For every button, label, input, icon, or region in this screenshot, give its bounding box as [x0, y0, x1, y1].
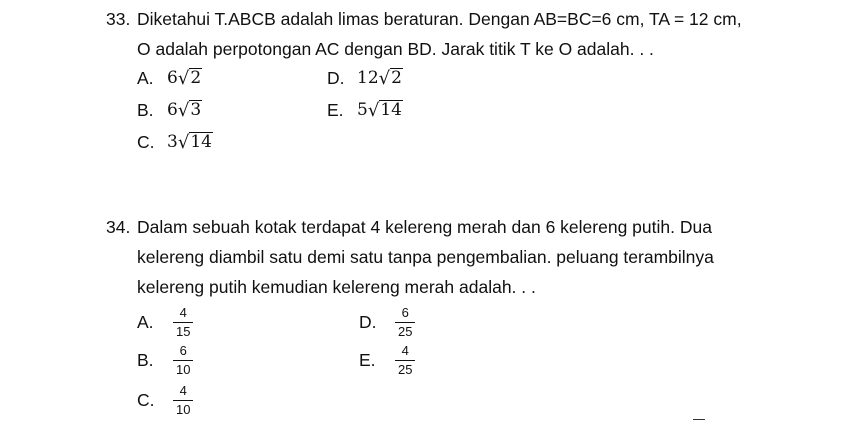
- option-letter: E.: [327, 100, 344, 120]
- sqrt-symbol: √ 14: [367, 99, 402, 122]
- question-text: kelereng diambil satu demi satu tanpa pengembalian. peluang terambilnya: [137, 247, 714, 267]
- option-c[interactable]: [137, 382, 193, 418]
- option-letter: B.: [137, 100, 154, 120]
- question-text: kelereng putih kemudian kelereng merah adalah. . .: [137, 277, 536, 297]
- option-letter: C.: [137, 390, 155, 410]
- option-letter: A.: [137, 68, 154, 88]
- question-33-line-2: [106, 34, 786, 64]
- option-b[interactable]: [137, 94, 202, 126]
- option-fraction: $\frac{4}{10}$: [173, 383, 193, 417]
- option-letter: D.: [359, 312, 377, 332]
- option-value: 5 √ 14: [357, 99, 402, 122]
- sqrt-symbol: √ 2: [177, 67, 202, 90]
- option-fraction: $\frac{4}{25}$: [395, 343, 415, 377]
- option-letter: D.: [327, 68, 345, 88]
- sqrt-symbol: √ 2: [378, 67, 402, 90]
- option-d[interactable]: [359, 304, 415, 340]
- sqrt-symbol: √ 3: [177, 99, 202, 122]
- question-text: Diketahui T.ABCB adalah limas beraturan. Dengan AB=BC=6 cm, TA = 12 cm,: [137, 9, 742, 29]
- question-34-line-3: [106, 272, 786, 302]
- option-letter: A.: [137, 312, 154, 332]
- option-a[interactable]: [137, 304, 193, 340]
- option-letter: B.: [137, 350, 154, 370]
- option-value: 6 √ 2: [167, 67, 202, 90]
- question-number: 33.: [106, 9, 131, 29]
- option-letter: C.: [137, 132, 155, 152]
- sqrt-symbol: √ 14: [177, 131, 212, 154]
- option-value: 3 √ 14: [167, 131, 212, 154]
- option-b[interactable]: [137, 342, 193, 378]
- option-value: 12 √ 2: [357, 67, 402, 90]
- question-34-line-1: [106, 212, 786, 242]
- options-34: [137, 302, 786, 422]
- option-letter: E.: [359, 350, 376, 370]
- option-e[interactable]: [359, 342, 415, 378]
- question-34-line-2: [106, 242, 786, 272]
- option-fraction: $\frac{6}{10}$: [173, 343, 193, 377]
- option-value: 6 √ 3: [167, 99, 202, 122]
- option-e[interactable]: [327, 94, 403, 126]
- question-text: Dalam sebuah kotak terdapat 4 kelereng merah dan 6 kelereng putih. Dua: [137, 217, 712, 237]
- option-a[interactable]: [137, 62, 202, 94]
- corner-mark: [693, 419, 705, 420]
- options-33: [137, 64, 786, 164]
- question-number: 34.: [106, 217, 131, 237]
- option-c[interactable]: [137, 126, 213, 158]
- option-d[interactable]: [327, 62, 403, 94]
- question-34: [106, 212, 786, 422]
- question-33: [106, 4, 786, 164]
- question-33-line-1: [106, 4, 786, 34]
- option-fraction: $\frac{4}{15}$: [173, 305, 193, 339]
- option-fraction: $\frac{6}{25}$: [395, 305, 415, 339]
- question-text: O adalah perpotongan AC dengan BD. Jarak titik T ke O adalah. . .: [137, 39, 654, 59]
